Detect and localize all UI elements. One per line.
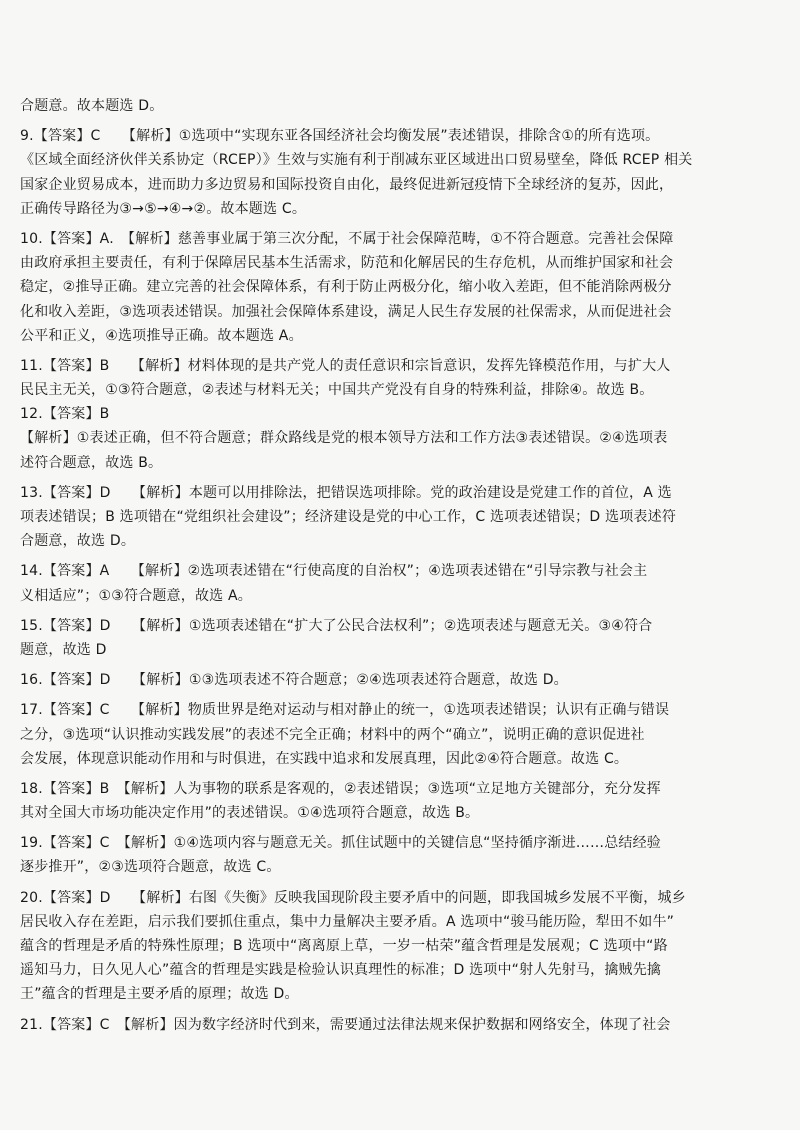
text-line: 15.【答案】D 【解析】①选项表述错在“扩大了公民合法权利”；②选项表述与题意无关。③④符合 <box>20 617 653 634</box>
text-line: 正确传导路径为③→⑤→④→②。故本题选 C。 <box>20 200 307 217</box>
text-line: 义相适应”；①③符合题意，故选 A。 <box>20 587 252 604</box>
text-line: 会发展，体现意识能动作用和与时俱进，在实践中追求和发展真理，因此②④符合题意。故选 C。 <box>20 750 629 767</box>
text-line: 述符合题意，故选 B。 <box>20 454 163 471</box>
text-line: 国家企业贸易成本，进而助力多边贸易和国际投资自由化，最终促进新冠疫情下全球经济的复苏，因此， <box>20 176 674 193</box>
text-line: 10.【答案】A. 【解析】慈善事业属于第三次分配，不属于社会保障范畴，①不符合题意。完善社会保障 <box>20 230 674 247</box>
text-line: 稳定，②推导正确。建立完善的社会保障体系，有利于防止两极分化，缩小收入差距，但不能消除两极分 <box>20 279 672 296</box>
text-line: 其对全国大市场功能决定作用”的表述错误。①④选项符合题意，故选 B。 <box>20 805 480 822</box>
answer-sheet-page <box>20 98 720 1041</box>
text-line: 16.【答案】D 【解析】①③选项表述不符合题意；②④选项表述符合题意，故选 D。 <box>20 672 568 689</box>
text-line: 《区域全面经济伙伴关系协定（RCEP）》生效与实施有利于削减东亚区域进出口贸易壁垒，降低 RCEP 相关 <box>20 152 693 169</box>
text-line: 14.【答案】A 【解析】②选项表述错在“行使高度的自治权”；④选项表述错在“引导宗教与社会主 <box>20 563 648 580</box>
text-line: 17.【答案】C 【解析】物质世界是绝对运动与相对静止的统一，①选项表述错误；认识有正确与错误 <box>20 702 670 719</box>
text-line: 题意，故选 D <box>20 641 107 658</box>
text-line: 民民主无关，①③符合题意，②表述与材料无关；中国共产党没有自身的特殊利益，排除④。故选 B。 <box>20 382 654 399</box>
text-line: 遥知马力，日久见人心”蕴含的哲理是实践是检验认识真理性的标准；D 选项中“射人先射马，擒贼先擒 <box>20 962 662 979</box>
text-line: 11.【答案】B 【解析】材料体现的是共产党人的责任意识和宗旨意识，发挥先锋模范作用，与扩大人 <box>20 357 671 374</box>
text-line: 合题意，故选 D。 <box>20 533 136 550</box>
text-line: 王”蕴含的哲理是主要矛盾的原理；故选 D。 <box>20 986 299 1003</box>
text-line: 化和收入差距，③选项表述错误。加强社会保障体系建设，满足人民生存发展的社保需求，从而促进社会 <box>20 303 672 320</box>
text-line: 逐步推开”，②③选项符合题意，故选 C。 <box>20 859 281 876</box>
text-line: 18.【答案】B 【解析】人为事物的联系是客观的，②表述错误；③选项“立足地方关键部分，充分发挥 <box>20 780 661 797</box>
text-line: 之分，③选项“认识推动实践发展”的表述不完全正确；材料中的两个“确立”，说明正确的意识促进社 <box>20 726 645 743</box>
text-line: 20.【答案】D 【解析】右图《失衡》反映我国现阶段主要矛盾中的问题，即我国城乡发展不平衡，城乡 <box>20 889 686 906</box>
text-line: 公平和正义，④选项推导正确。故本题选 A。 <box>20 327 303 344</box>
text-line: 【解析】①表述正确，但不符合题意；群众路线是党的根本领导方法和工作方法③表述错误。②④选项表 <box>20 430 668 447</box>
text-line: 居民收入存在差距，启示我们要抓住重点，集中力量解决主要矛盾。A 选项中“骏马能历险，犁田不如牛” <box>20 913 675 930</box>
text-line: 合题意。故本题选 D。 <box>20 98 164 114</box>
text-line: 项表述错误；B 选项错在“党组织社会建设”；经济建设是党的中心工作，C 选项表述错误；D 选项表述符 <box>20 509 677 525</box>
text-line: 由政府承担主要责任，有利于保障居民基本生活需求，防范和化解居民的生存危机，从而维护国家和社会 <box>20 255 674 272</box>
text-line: 蕴含的哲理是矛盾的特殊性原理；B 选项中“离离原上草，一岁一枯荣”蕴含哲理是发展观；C 选项中“路 <box>20 938 668 954</box>
text-line: 9.【答案】C 【解析】①选项中“实现东亚各国经济社会均衡发展”表述错误，排除含①的所有选项。 <box>20 128 660 145</box>
text-line: 13.【答案】D 【解析】本题可以用排除法，把错误选项排除。党的政治建设是党建工作的首位，A 选 <box>20 484 672 501</box>
text-line: 21.【答案】C 【解析】因为数字经济时代到来，需要通过法律法规来保护数据和网络安全，体现了社会 <box>20 1016 671 1033</box>
text-line: 12.【答案】B <box>20 406 110 423</box>
text-line: 19.【答案】C 【解析】①④选项内容与题意无关。抓住试题中的关键信息“坚持循序渐进……总结经验 <box>20 835 661 852</box>
